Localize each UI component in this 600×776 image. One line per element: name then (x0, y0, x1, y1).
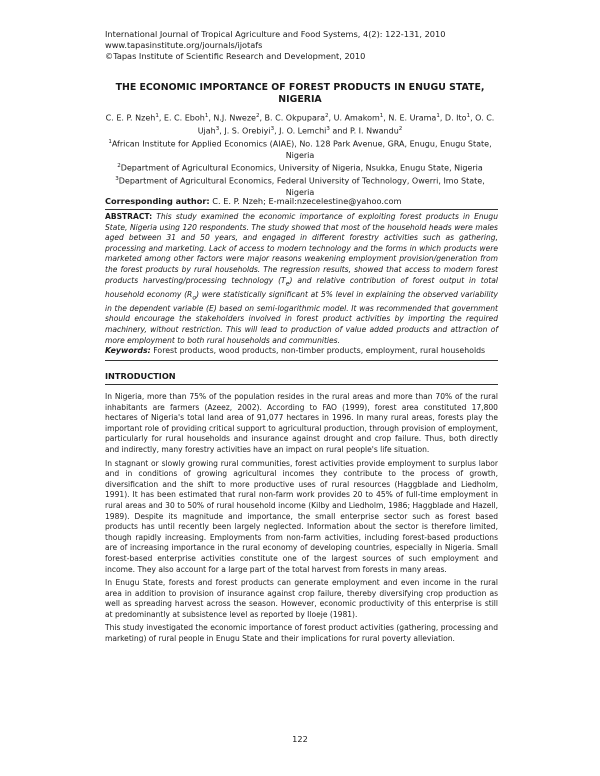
author-list: C. E. P. Nzeh$^1$, E. C. Eboh$^1$, N.J. Nweze$^2$, B. C. Okpupara$^2$, U. Amakom$^1$, N. E. Urama$^1$, D. Ito$^1$, O. C. Ujah$^3$, J. S. Orebiyi$^3$, J. O. Lemchi$^3$ and P. I. Nwandu$^2$ (105, 113, 495, 136)
abstract-top-rule (105, 209, 498, 210)
intro-paragraph-4: This study investigated the economic importance of forest product activities (gathering, processing and marketing) of rural people in Enugu State and their implications for rural poverty alleviation. (105, 623, 498, 644)
keywords-bottom-rule (105, 360, 498, 361)
paper-title: THE ECONOMIC IMPORTANCE OF FOREST PRODUCTS IN ENUGU STATE, NIGERIA (115, 82, 485, 105)
abstract: ABSTRACT: This study examined the economic importance of exploiting forest products in Enugu State, Nigeria using 120 respondents. The study showed that most of the household heads were males aged between 31 and 50 years, and engaged in different forestry activities such as gathering, processing and marketing. Lack of access to modern technology and the forms in which products were marketed among other factors were major reasons weakening employment provision/generation from the forest products by rural households. The regression results, showed that access to modern forest products harvesting/processing technology $(T_e)$ and relative contribution of forest output in total household economy $(R_o)$ were statistically significant at 5% level in explaining the observed variability in the dependent variable (E) based on semi-logarithmic model. It was recommended that government should encourage the stakeholders involved in forest product activities by importing the required machinery, without restriction. This will lead to production of value added products and attraction of more employment to both rural households and communities. (105, 212, 499, 345)
affiliation-2: $^2$Department of Agricultural Economics, University of Nigeria, Nsukka, Enugu State, Nigeria (117, 162, 483, 173)
introduction-rule (105, 384, 498, 385)
keywords-text: Forest products, wood products, non-timber products, employment, rural households (150, 346, 486, 355)
affiliation-3: $^3$Department of Agricultural Economics, Federal University of Technology, Owerri, Imo State, Nigeria (115, 175, 485, 197)
journal-header (105, 29, 505, 62)
corresponding-author-text: C. E. P. Nzeh; E-mail:nzecelestine@yahoo.com (209, 196, 402, 206)
author-block (100, 111, 500, 198)
corresponding-author-label: Corresponding author: (105, 196, 210, 206)
intro-paragraph-1: In Nigeria, more than 75% of the population resides in the rural areas and more than 70% of the rural inhabitants are farmers (Azeez, 2002). According to FAO (1999), forest area constituted 17,800 hectares of Nigeria's total land area of 91,077 hectares in 1996. In many rural areas, forests play the important role of providing critical support to agricultural production, through provision of employment, particularly for rural households and insurance against drought and crop failure. Thus, both directly and indirectly, many forestry activities have an impact on rural people's life situation. (105, 392, 498, 454)
journal-copyright: ©Tapas Institute of Scientific Research and Development, 2010 (105, 51, 366, 61)
abstract-label: ABSTRACT: (105, 212, 153, 221)
journal-citation: International Journal of Tropical Agriculture and Food Systems, 4(2): 122-131, 2010 (105, 29, 446, 39)
keywords-label: Keywords: (105, 346, 151, 355)
intro-paragraph-3: In Enugu State, forests and forest products can generate employment and even income in the rural area in addition to provision of insurance against crop failure, thereby diversifying crop production as well as spreading harvest across the season. However, economic productivity of this enterprise is still at predominantly at subsistence level as reported by Iloeje (1981). (105, 578, 498, 619)
affiliation-1: $^1$African Institute for Applied Economics (AIAE), No. 128 Park Avenue, GRA, Enugu, Enugu State, Nigeria (108, 138, 492, 160)
page-number: 122 (292, 734, 308, 744)
introduction-heading: INTRODUCTION (105, 371, 176, 381)
introduction-body (105, 392, 498, 648)
intro-paragraph-2: In stagnant or slowly growing rural communities, forest activities provide employment to surplus labor and in conditions of growing agricultural incomes they contribute to the process of growth, diversification and the shift to more productive uses of rural resources (Haggblade and Liedholm, 1991). It has been estimated that rural non-farm work provides 20 to 45% of full-time employment in rural areas and 30 to 50% of rural household income (Kilby and Liedholm, 1986; Haggblade and Hazell, 1989). Despite its magnitude and importance, the small enterprise sector such as forest based products has until recently been largely neglected. Information about the sector is therefore limited, though rapidly increasing. Employments from non-farm activities, including forest-based productions are of increasing importance in the rural economy of developing countries, especially in Nigeria. Small forest-based enterprise activities constitute one of the largest sources of such employment and income. They also account for a large part of the total harvest from forests in many areas. (105, 458, 498, 574)
corresponding-author (105, 196, 505, 206)
keywords (105, 346, 498, 355)
journal-url: www.tapasinstitute.org/journals/ijotafs (105, 40, 263, 50)
